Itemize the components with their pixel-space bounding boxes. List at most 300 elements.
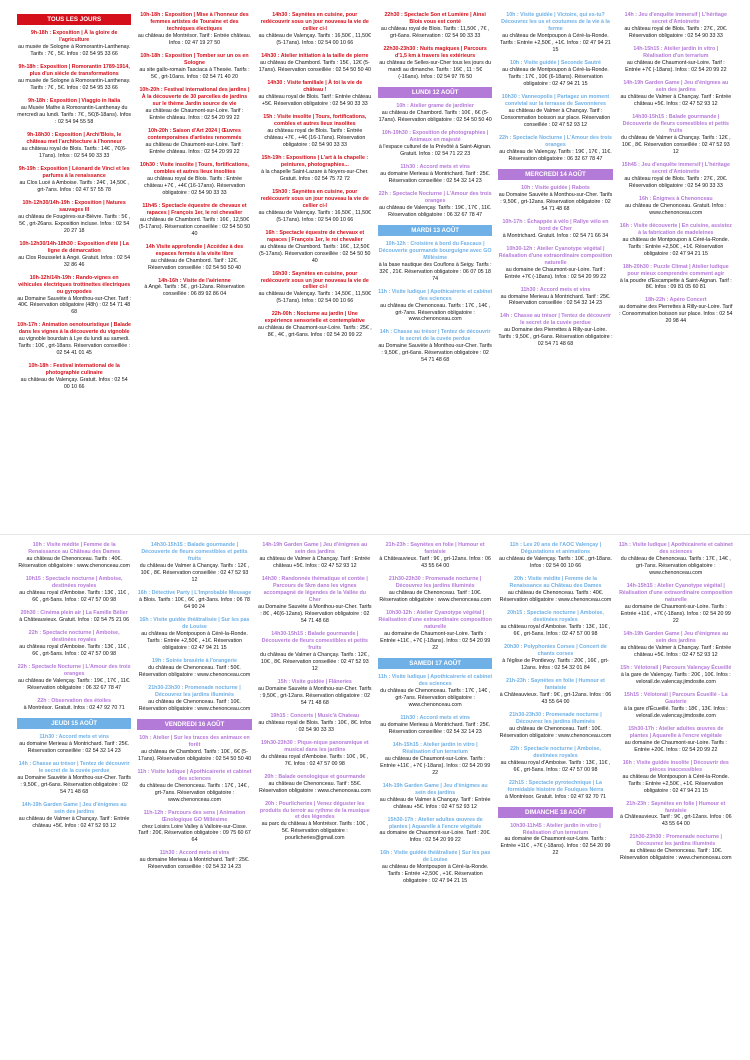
event-entry (137, 769, 251, 804)
event-title: 14h Visite approfondie | Accédez à des espaces fermés à la visite libre (145, 243, 244, 257)
event-details: au château de Chaumont-sur-Loire. Tarif : Entrée château. Infos : 02 54 20 99 22 (145, 107, 244, 121)
event-entry (378, 241, 492, 283)
event-details: au château de Chaumont-sur-Loire. Tarifs : Entrée +11€ , +7€ (-18ans). Infos : 02 54 20 99 22 (380, 755, 491, 776)
event-details: au château de Valmer à Chançay. Tarif : Entrée château +5€. Infos : 02 47 52 93 12 (620, 93, 732, 107)
event-details: au château de Chenonceau. Tarif : 10€. Réservation obligatoire : www.chenonceau.com (379, 589, 491, 603)
event-details: au château de Chenonceau. Tarifs : 40€. Réservation obligatoire : www.chenonceau.com (18, 555, 130, 569)
event-entry (258, 713, 372, 734)
event-details: au château royal de Blois. Tarifs : Entrée château +7€ , +4€ (16-17ans). Réservation obligatoire : 02 54 90 33 33 (143, 175, 245, 196)
event-entry (17, 275, 131, 317)
event-details: au Domaine Sauvète à Monthou-sur-Cher. Tarifs : 9,50€ , grt-12ans. Réservation obligatoire : 02 54 71 48 68 (258, 685, 372, 706)
event-entry (378, 742, 492, 777)
event-details: du château royal d'Amboise. Tarifs : 10€ , 9€ , 7€. Infos : 02 47 57 00 98 (261, 753, 369, 767)
event-entry (619, 631, 733, 659)
event-details: à l'espace culturel de la Prévôté à Saint-Aignan. Gratuit. Infos : 02 54 71 22 23 (378, 143, 492, 157)
event-details: à la chapelle Saint-Lazare à Noyers-sur-Cher. Gratuit. Infos : 02 54 75 72 72 (261, 168, 369, 182)
event-title: 14h-19h Garden Game | Jeu d'énigmes au sein des jardins (382, 782, 488, 796)
event-title: 16h30 : Saynètes en cuisine, pour redécouvrir sous un jour nouveau la vie de cellier ci-l (260, 270, 369, 291)
event-title: 22h30-23h30 : Nuits magiques | Parcours d'1,5 km à travers les extérieurs (383, 45, 487, 59)
event-entry (619, 223, 733, 258)
event-entry (137, 590, 251, 611)
event-title: 14h-15h15 : Atelier jardin in vitro | Réalisation d'un terrarium (392, 741, 478, 755)
event-details: au château de Chambord. Tarif : 12€. Réservation conseillée : 02 54 50 50 40 (147, 257, 242, 271)
event-entry (258, 230, 372, 265)
event-title: 10h : Visite guidée | Rabots (521, 184, 590, 191)
event-title: 22h-00h : Nocturne au jardin | Une expérience sensorielle et contemplative (264, 311, 365, 325)
event-title: 15h30-17h : Atelier adultes œuvres de plantes | Aquarelle à l'encre végétale (628, 725, 724, 739)
day-header: MARDI 13 AOÛT (378, 225, 492, 236)
event-entry (137, 12, 251, 47)
event-entry (17, 322, 131, 357)
event-details: à Angé. Tarifs : 5€ , grt-12ans. Réservation conseillée : 06 89 92 86 04 (144, 284, 245, 298)
event-title: 20h30 : Polyphonies Corses | Concert de chants corses (504, 643, 607, 657)
event-title: 21h-23h : Saynètes en folie | Humour et fantaisie (626, 800, 726, 814)
event-details: au château de Montpoupon à Céré-la-Ronde. Tarifs : Entrée +2,50€ , +1€. Infos : 02 47 94 21 15 (500, 32, 611, 53)
event-title: 14h : Chasse au trésor | Tentez de découvrir le secret de la cuvée perdue (500, 313, 611, 327)
event-details: au château de Chenonceau. Tarif : 10€. Réservation obligatoire : www.chenonceau.com (620, 848, 732, 862)
agenda-column (14, 12, 134, 527)
event-details: du château de Valmer à Chançay. Tarifs : 12€ , 10€ , 8€. Réservation conseillée : 02 47 52 93 12 (260, 651, 370, 672)
event-title: 22h : Observation des étoiles (37, 697, 111, 704)
event-details: au château de Valençay. Tarifs : 16,50€ , 11,50€ (5-17ans). Infos : 02 54 00 10 66 (258, 32, 372, 46)
agenda-column (255, 12, 375, 527)
event-details: au château royal d'Amboise. Tarifs : 13€ , 11€ , 6€ , grt-5ans. Infos : 02 47 57 00 98 (19, 643, 130, 657)
event-details: au Clos Rousselet à Angé. Gratuit. Infos : 02 54 32 86 46 (18, 254, 131, 268)
event-title: 11h : Visite ludique | Apothicairerie et cabinet des sciences (618, 542, 733, 555)
event-title: 14h30 : Atelier initiation à la taille de pierre (261, 52, 369, 59)
event-title: 9h-18h : Exposition | À la gloire de l'agriculture (30, 30, 118, 43)
event-details: à la gare d'Écueillé. Tarifs : 18€ , 13€. Infos : velorail.de.valencay.jimdosite.com (623, 705, 728, 719)
event-entry (619, 583, 733, 625)
event-title: 14h-15h15 : Atelier jardin in vitro | Réalisation d'un terrarium (633, 45, 719, 59)
event-details: au château de Valençay. Tarifs : 14,50€ , 11,50€ (5-17ans). Infos : 02 54 00 10 66 (258, 291, 372, 305)
event-entry (17, 64, 131, 92)
event-entry (258, 155, 372, 183)
event-title: 11h : Les 20 ans de l'AOC Valençay | Dégustations et animations (509, 542, 602, 555)
event-details: au château de Montrésor. Tarif : Entrée château. Infos : 02 47 19 27 50 (137, 32, 252, 46)
event-details: au domaine de Chaumont-sur-Loire. Tarif : 20€. Infos : 02 54 20 99 22 (379, 830, 491, 844)
event-title: 21h30-23h30 : Promenade nocturne | Découvrez les jardins illuminés (629, 834, 723, 848)
event-title: 10h-20h : Saison d'Art 2024 | Œuvres contemporaines d'artistes renommés (147, 127, 242, 141)
event-details: au château de Chenonceau. Tarif : 10€. Réservation obligatoire : www.chenonceau.com (138, 698, 251, 712)
event-details: au domaine des Pierrettes à Rilly-sur-Loire. Tarif : Consommation boisson sur place. Infos : 02 54 20 98 44 (619, 304, 733, 325)
event-title: 21h30-23h30 : Promenade nocturne | Découvrez les jardins illuminés (148, 684, 241, 698)
event-details: au château de Chambord. Tarifs : 16€ , 12,50€ (5-17ans). Réservation conseillée : 02 54 50 50 40 (138, 216, 251, 237)
event-entry (619, 12, 733, 40)
event-entry (619, 162, 733, 190)
event-entry (619, 80, 733, 108)
event-title: 10h-12h30/14h-18h30 : Exposition d'été | La ligne de démarcation (19, 240, 129, 254)
event-entry (619, 114, 733, 156)
event-details: au Domaine Sauvète à Monthou-sur-Cher. Tarifs : 9,50€ , grt-6ans. Réservation obligatoire : 02 54 71 48 68 (378, 343, 492, 364)
event-title: 22h : Spectacle Nocturne | L'Amour des trois oranges (378, 190, 492, 204)
event-entry (619, 665, 733, 686)
event-entry (498, 712, 612, 740)
event-details: à Montrichard. Gratuit. Infos : 02 54 71 66 34 (502, 232, 609, 239)
event-entry (258, 631, 372, 673)
event-title: 10h30-11h45 : Atelier jardin in vitro | Réalisation d'un terrarium (510, 822, 601, 836)
event-entry (378, 715, 492, 736)
event-entry (17, 802, 131, 830)
event-entry (498, 746, 612, 774)
event-entry (137, 53, 251, 81)
event-details: au château de Valençay. Tarifs : 19€ , 17€ , 11€. Réservation obligatoire : 06 32 67 78 47 (378, 204, 492, 218)
event-title: 22h15 : Spectacle pyrotechnique | La formidable histoire de Foulques Nerra (507, 779, 604, 793)
event-details: au château de Montpoupon à Céré-la-Ronde. Tarifs : 17€ , 10€ (6-18ans). Réservation obligatoire : 02 47 94 21 15 (502, 66, 609, 87)
event-entry (619, 834, 733, 862)
event-title: 15h-19h : Expositions | L'art à la chapelle : peintures, photographies... (261, 154, 369, 168)
event-title: 10h-18h : Exposition | Mise à l'honneur des femmes artistes de Touraine et des techniques électiques (140, 12, 249, 32)
event-details: au Domaine Sauvète à Monthou-sur-Cher. Tarifs : 9,50€ , grt-6ans. Réservation obligatoire : 02 54 71 48 68 (17, 774, 131, 795)
event-title: 10h-17h : Échappée à vélo | Rallye vélo en bord de Cher (502, 218, 609, 232)
event-details: du château de Valmer à Chançay. Tarifs : 12€ , 10€ , 8€. Réservation conseillée : 02 47 52 93 12 (621, 134, 731, 155)
day-header: TOUS LES JOURS (17, 14, 131, 25)
event-details: au château royal de Blois. Tarif : Entrée château +5€. Réservation obligatoire : 02 54 90 33 33 (258, 93, 372, 107)
event-entry (498, 576, 612, 604)
event-title: 11h30 : Accord mets et vins (400, 163, 470, 170)
event-entry (17, 241, 131, 269)
event-title: 22h : Spectacle Nocturne | L'Amour des trois oranges (499, 134, 612, 148)
event-title: 14h30 : Visite familiale | À toi la vie de château ! (267, 79, 363, 93)
event-entry (137, 735, 251, 763)
event-title: 11h : Visite ludique | Apothicairerie et cabinet des sciences (378, 288, 493, 302)
event-entry (619, 542, 733, 577)
event-details: au château de Chenonceau. Tarif : 55€. Réservation obligatoire : www.chenonceau.com (259, 780, 371, 794)
event-entry (17, 132, 131, 160)
event-entry (619, 692, 733, 720)
event-details: au château de Valençay. Tarifs : 19€ , 17€ , 11€. Réservation obligatoire : 06 32 67 78 47 (499, 148, 612, 162)
event-entry (619, 196, 733, 217)
event-details: au domaine de Chaumont-sur-Loire. Tarif : Entrée +7€ (-18ans). Infos : 02 54 20 99 22 (504, 266, 607, 280)
event-entry (378, 850, 492, 885)
event-entry (17, 576, 131, 604)
agenda-column (134, 12, 254, 527)
event-entry (378, 46, 492, 81)
event-title: 11h30 : Accord mets et vins (400, 714, 470, 721)
event-entry (17, 166, 131, 194)
event-title: 10h : Visite guidée | Seconde Sautré (510, 59, 601, 66)
event-entry (17, 734, 131, 755)
event-title: 10h-12h30/14h-19h : Exposition | Natures sauvages III (22, 199, 126, 213)
event-entry (258, 53, 372, 74)
event-details: au château de Chaumont-sur-Loire. Tarif : Entrée +7€ (-18ans). Infos : 02 54 20 99 22 (625, 59, 727, 73)
event-entry (498, 823, 612, 858)
event-title: 20h : Pourlicheries | Venez déguster les produits du terroir au rythme de la musique et des légendes (259, 800, 370, 821)
event-details: au château de Valençay. Tarifs : 19€ , 17€ , 11€. Réservation obligatoire : 06 32 67 78 47 (17, 677, 131, 691)
event-entry (258, 740, 372, 768)
event-entry (378, 191, 492, 219)
day-header: JEUDI 15 AOÛT (17, 718, 131, 729)
agenda-columns-bottom (14, 542, 736, 1052)
event-title: 9h-18h30 : Exposition | Archi'Blois, le château met l'architecture à l'honneur (26, 131, 122, 145)
event-details: au château de Chambord. Tarifs : 16€ , 12,50€ (5-17ans). Réservation conseillée : 02 54 50 50 40 (259, 243, 371, 264)
event-details: à la base nautique des Couflons à Seigy. Tarifs : 32€ , 21€. Réservation obligatoire : 06 07 05 18 74 (378, 261, 492, 282)
event-details: au château de Chambord. Tarifs : 10€ , 6€ (5-17ans). Réservation obligatoire : 02 54 50 50 40 (137, 748, 252, 762)
agenda-column (375, 12, 495, 527)
event-details: au château royal de Blois. Tarifs : 10€ , 8€. Infos : 02 54 90 33 33 (258, 719, 372, 733)
agenda-column (616, 542, 736, 1052)
event-entry (137, 278, 251, 299)
event-entry (258, 311, 372, 339)
event-details: au château de Chambord. Tarifs : 10€ , 6€ (5-17ans). Réservation obligatoire : 02 54 50 50 40 (378, 109, 492, 123)
event-entry (619, 801, 733, 829)
event-entry (378, 103, 492, 124)
event-details: à la poudre d'Escampette à Saint-Aignan. Tarif : 8€. Infos : 09 81 05 60 81 (619, 277, 732, 291)
event-title: 21h-23h : Saynètes en folie | Humour et fantaisie (385, 542, 485, 555)
event-title: 15h30-17h : Atelier adultes œuvres de plantes | Aquarelle à l'encre végétale (387, 816, 483, 830)
event-title: 14h-19h Garden Game | Jeu d'énigmes au sein des jardins (262, 542, 368, 555)
event-title: 10h15 : Spectacle nocturne | Amboise, destinées royales (25, 575, 123, 589)
event-entry (498, 246, 612, 281)
event-title: 10h-17h : Animation oenotouristique | Balade dans les vignes à la découverte du vignoble (17, 322, 132, 336)
event-title: 10h-19h30 : Exposition de photographies | Animaux en majesté (381, 129, 489, 143)
event-title: 15h : Vélotorail | Parcours Valençay Écueillé (620, 664, 732, 671)
event-details: au domaine de Chaumont-sur-Loire. Tarifs : Entrée +20€. Infos : 02 54 20 99 22 (624, 739, 727, 753)
event-title: 14h-16h : Visite de l'aérienne (158, 277, 231, 284)
event-entry (498, 610, 612, 638)
event-title: 11h30 : Accord mets et vins (39, 733, 109, 740)
event-entry (17, 542, 131, 570)
event-title: 11h : Visite ludique | Apothicairerie et cabinet des sciences (137, 768, 252, 782)
event-entry (258, 542, 372, 570)
event-title: 16h : Visite découverte | En cuisine, assistez à la fabrication de madeleines (619, 222, 732, 236)
event-details: au château royal d'Amboise. Tarifs : 13€ , 11€ , 6€ , grt-5ans. Infos : 02 47 57 00 98 (19, 589, 130, 603)
event-entry (619, 297, 733, 325)
event-title: 11h-12h : Parcours des sens | Animation Œnologique GO Millésime (143, 809, 246, 823)
event-entry (137, 87, 251, 122)
event-title: 14h30-15h15 : Balade gourmande | Découverte de fleurs comestibles et petits fruits (141, 542, 248, 562)
event-entry (137, 685, 251, 713)
event-title: 14h30-15h15 : Balade gourmande | Découverte de fleurs comestibles et petits fruits (622, 113, 729, 134)
event-details: au Domaine Sauvète à Monthou-sur-Cher. Tarif : 40€. Réservation obligatoire (48h) : 02 54 71 48 68 (17, 295, 132, 316)
agenda-column (255, 542, 375, 1052)
event-details: au domaine Merieau à Montrichard. Tarif : 25€. Réservation conseillée : 02 54 32 14 23 (380, 721, 491, 735)
event-title: 14h : Chasse au trésor | Tentez de découvrir le secret de la cuvée perdue (379, 329, 491, 343)
event-details: au château de Chenonceau. Tarifs : 17€ , 14€ , grt-7ans. Réservation obligatoire : www.chenonceau.com (380, 302, 491, 323)
event-details: au Domaine Sauvète à Monthou-sur-Cher. Tarifs : 8€ , 4€(6-12ans). Réservation obligatoire : 02 54 71 48 68 (258, 603, 372, 624)
event-details: du château de Chenonceau. Tarifs : 17€ , 14€ , grt-7ans. Réservation obligatoire : www.chenonceau.com (139, 782, 250, 803)
event-title: 16h : Spectacle équestre de chevaux et rapaces | François 1er, le roi chevalier (265, 229, 365, 243)
event-entry (258, 80, 372, 108)
event-entry (378, 542, 492, 570)
agenda-column (375, 542, 495, 1052)
event-title: 15h : Visite guidée | Flâneries (277, 678, 352, 685)
event-entry (137, 162, 251, 197)
event-title: 10h-20h : Festival international des jardins | À la découverte de 30 parcelles de jardins sur le thème Jardin source de vie (139, 86, 250, 107)
event-title: 15h30 : Saynètes en cuisine, pour redécouvrir sous un jour nouveau la vie de cellier ci-l (260, 188, 369, 209)
agenda-page-bottom (14, 542, 736, 1052)
event-title: 22h : Spectacle nocturne | Amboise, destinées royales (510, 745, 601, 759)
event-title: 10h-18h : Festival international de la photographie culinaire (28, 363, 120, 377)
event-title: 16h : Visite guidée insolite | Découvrir des pièces inaccessibles (622, 759, 729, 773)
event-title: 15h45 : Jeu d'enquête immersif | L'héritage secret d'Antoinette (621, 161, 730, 175)
event-details: du château de Chenonceau. Tarifs : 17€ , 14€ , grt-7ans. Réservation obligatoire : www.chenonceau.com (620, 555, 731, 576)
event-title: 10h : Visite guidée | Victoire, qui es-tu? Découvrez les us et coutumes de la vie à la ferme (501, 12, 610, 32)
event-details: au château royal de Blois. Tarifs : 27€ , 20€. Réservation obligatoire : 02 54 90 33 33 (624, 175, 728, 189)
day-header: VENDREDI 16 AOÛT (137, 719, 251, 730)
event-entry (258, 114, 372, 149)
event-details: au Clos Lucé à Amboise. Tarifs : 24€ , 14,50€ , grt-7ans. Infos : 02 47 57 55 78 (19, 179, 129, 193)
event-entry (17, 363, 131, 391)
event-title: 14h30 : Saynètes en cuisine, pour redécouvrir sous un jour nouveau la vie de cellier ci-l (260, 12, 369, 32)
event-entry (17, 98, 131, 126)
event-title: 21h30-23h30 : Promenade nocturne | Découvrez les jardins illuminés (388, 575, 482, 589)
event-entry (17, 200, 131, 235)
event-entry (619, 46, 733, 74)
event-entry (378, 164, 492, 185)
event-details: au domaine de Chaumont-sur-Loire. Tarifs : Entrée +11€ , +7€ (-18ans). Infos : 02 54 20 99 22 (620, 603, 731, 624)
event-title: 22h30 : Spectacle Son et Lumière | Ainsi Blois vous est conté (384, 12, 486, 25)
agenda-column (14, 542, 134, 1052)
event-title: 16h : Énigmes à Chenonceau (639, 195, 713, 202)
event-title: 16h : Visite guidée théâtralisée | Sur les pas de Louise (139, 616, 250, 630)
event-entry (378, 12, 492, 40)
event-entry (498, 94, 612, 129)
event-details: au domaine Merieau à Montrichard. Tarif : 25€. Réservation conseillée : 02 54 32 14 23 (139, 857, 250, 871)
event-entry (258, 12, 372, 47)
event-details: au château de Chenonceau. Tarif : 10€. Réservation obligatoire : www.chenonceau.com (499, 725, 612, 739)
event-entry (619, 760, 733, 795)
event-entry (619, 264, 733, 292)
event-details: à Châteauvieux. Tarif : 9€ , grt-12ans. Infos : 06 43 55 64 00 (499, 691, 612, 705)
event-entry (258, 576, 372, 625)
event-details: au château de Valmer à Chançay. Tarif : Entrée château +5€. Infos : 02 47 52 93 12 (379, 796, 491, 810)
event-details: au château de Selles-sur-Cher tous les jours du mardi au dimanche. Tarifs : 16€ , 11 : 5€ (-16ans). Infos : 02 54 97 76 50 (379, 59, 492, 80)
event-details: au Musée Mathe à Romorantin-Lanthenay du mercredi au lundi. Tarifs : 7€ , 5€(8-18ans). Infos : 02 54 94 55 58 (17, 104, 132, 125)
event-title: 15h15 : Vélotorail | Parcours Écueillé - La Gauterie (623, 691, 728, 705)
event-title: 19h15 : Concerts | Music'à Chateau (270, 712, 360, 719)
day-header: DIMANCHE 18 AOÛT (498, 807, 612, 818)
event-details: à l'église de Pontlevoy. Tarifs : 20€ , 16€ , grt-12ans. Infos : 02 54 32 01 84 (502, 657, 609, 671)
event-entry (498, 287, 612, 308)
event-entry (498, 60, 612, 88)
event-title: 21h-23h : Saynètes en folie | Humour et fantaisie (506, 677, 605, 691)
event-details: au château de Valmer à Chançay. Tarif : Consommation boisson sur place. Réservation conseillée : 02 47 52 93 12 (500, 107, 611, 128)
event-entry (137, 128, 251, 156)
event-details: au domaine de Chaumont-sur-Loire. Tarifs : Entrée +11€ , +7€ (-18ans). Infos : 02 54 20 99 22 (500, 836, 611, 857)
event-entry (498, 313, 612, 348)
event-entry (17, 698, 131, 712)
event-title: 10h-12h : Croisière à bord du Fascaux | Découverte gourmande bourguigne avec GO Millésime (378, 240, 492, 261)
event-details: au château de Montpoupon à Céré-la-Ronde. Tarifs : Entrée +2,50€ , +1€. Réservation obligatoire : 02 47 94 21 15 (381, 864, 489, 885)
event-title: 11h30 : Accord mets et vins (520, 286, 591, 293)
event-details: au parc du château à Montrésor. Tarifs : 10€ , 5€. Réservation obligatoire : pourlicheries@gmail.com (261, 821, 369, 842)
event-title: 22h : Spectacle nocturne | Amboise, destinées royales (28, 629, 120, 643)
event-title: 16h : Visite guidée théâtralisée | Sur les pas de Louise (380, 850, 491, 864)
event-details: au château de Chambord. Tarifs : 15€ , 12€ (5-17ans). Réservation conseillée : 02 54 50 50 40 (258, 59, 371, 73)
event-details: à Montrésor. Gratuit. Infos : 02 47 92 70 71 (504, 793, 606, 800)
event-title: 14h : Chasse au trésor | Tentez de découvrir le secret de la cuvée perdue (18, 760, 130, 774)
event-entry (498, 542, 612, 570)
event-details: au site gallo-romain Tasciaca à Thesée. Tarifs : 5€ , grt-10ans. Infos : 02 54 71 40 20 (139, 66, 250, 80)
event-title: 18h-22h : Apéro Concert (645, 297, 707, 304)
event-entry (378, 817, 492, 845)
event-title: 10h-18h : Exposition | Tomber sur un os en Sologne (140, 52, 249, 66)
event-details: au château de Valmer à Chançay. Tarif : Entrée château +5€. Infos : 02 47 52 93 12 (18, 815, 130, 829)
day-header: LUNDI 12 AOÛT (378, 87, 492, 98)
agenda-column (134, 542, 254, 1052)
event-details: au vignoble bourdain à Lye du lundi au samedi. Tarifs : 10€ , grt-18ans. Réservation conseillée : 02 54 41 01 45 (18, 336, 131, 357)
event-entry (498, 678, 612, 706)
event-entry (619, 726, 733, 754)
event-title: 11h30 : Accord mets et vins (159, 850, 230, 857)
event-title: 14h30-15h15 : Balade gourmande | Découverte de fleurs comestibles et petits fruits (261, 630, 368, 651)
event-details: à la gare de Valençay. Tarifs : 20€ , 10€. Infos : velorail.de.valencay.jimdosite.com (620, 671, 731, 685)
event-details: au château de Fougères-sur-Bièvre. Tarifs : 5€ , 5€ , grt-26ans. Exposition incluse. Infos : 02 54 20 27 18 (18, 213, 131, 234)
event-details: au château de Montpoupon à Céré-la-Ronde. Tarifs : Entrée +2,50€ , +1€. Réservation obligatoire : 02 47 94 21 15 (622, 236, 730, 257)
event-details: au château de Chenonceau. Tarifs : 40€. Réservation obligatoire : www.chenonceau.com (499, 589, 612, 603)
event-entry (498, 644, 612, 672)
event-details: à Châteauvieux. Tarif : 9€ , grt-12ans. Infos : 06 43 55 64 00 (379, 555, 491, 569)
event-details: au domaine de Chaumont-sur-Loire. Tarifs : Entrée +11€ , +7€ (-18ans). Infos : 02 54 20 99 22 (380, 630, 491, 651)
event-title: 20h : Visite médite | Femme de la Renaissance au Château des Dames (509, 575, 602, 589)
event-details: au château royal de Blois. Tarifs : Entrée château +7€ , +4€ (16-17ans). Réservation obligatoire : 02 54 90 33 33 (264, 127, 366, 148)
event-details: à Blois. Tarifs : 10€ , 6€ , grt-3ans. Infos : 06 78 64 90 24 (139, 596, 250, 610)
event-details: au château de Chaumont-sur-Loire. Tarif : Entrée château. Infos : 02 54 20 99 22 (145, 141, 244, 155)
event-entry (17, 610, 131, 624)
event-title: 18h-20h30 : Puzzle Climat | Atelier ludique pour mieux comprendre comment agir (622, 263, 729, 277)
event-details: à Châteauvieux. Tarif : 9€ , grt-12ans. Infos : 06 43 55 64 00 (620, 814, 732, 828)
event-title: 14h : Jeu d'enquête immersif | L'héritage secret d'Antoinette (624, 12, 727, 25)
event-entry (258, 271, 372, 306)
page-divider (0, 534, 750, 535)
event-details: au château de Valençay. Gratuit. Infos : 02 54 00 10 66 (20, 377, 128, 391)
event-entry (378, 674, 492, 709)
event-entry (137, 542, 251, 584)
event-details: au château de Montpoupon à Céré-la-Ronde. Tarifs : Entrée +2,50€ , +1€. Réservation obligatoire : 02 47 94 21 15 (622, 773, 730, 794)
event-title: 10h30 : Visite insolite | Tours, fortifications, combles et autres lieux insolites (139, 161, 249, 175)
event-entry (378, 289, 492, 324)
event-entry (498, 780, 612, 801)
event-details: à Châteauvieux. Gratuit. Infos : 02 54 75 21 06 (19, 616, 130, 623)
event-title: 14h-19h Garden Game | Jeu d'énigmes au sein des jardins (623, 630, 729, 644)
event-title: 10h-12h/14h-19h : Rando-vignes en véhicules électriques trottinettes électriques ou gyropodes (18, 274, 131, 295)
event-details: chez Loisirs Loire Valley à Valloire-sur-Cisse. Tarif : 20€. Réservation obligatoire : 09 75 60 67 64 (138, 823, 251, 844)
event-title: 20h : Balade oenologique et gourmande (264, 773, 366, 780)
event-title: 11h : Visite ludique | Apothicairerie et cabinet des sciences (378, 673, 493, 687)
event-entry (137, 658, 251, 679)
event-title: 9h-19h : Exposition | Léonard de Vinci et les parfums à la renaissance (18, 165, 130, 179)
event-title: 11h45 : Spectacle équestre de chevaux et rapaces | François 1er, le roi chevalier (142, 202, 247, 216)
event-details: du château de Chenonceau. Tarifs : 17€ , 14€ , grt-7ans. Réservation obligatoire : www.chenonceau.com (380, 687, 491, 708)
event-details: au domaine Merieau à Montrichard. Tarif : 25€. Réservation conseillée : 02 54 32 14 23 (380, 170, 491, 184)
event-details: au château de Valençay. Tarifs : 16,50€ , 11,50€ (5-17ans). Infos : 02 54 00 10 66 (258, 209, 372, 223)
event-entry (137, 203, 251, 238)
event-title: 10h : Atelier | Sur les traces des animaux en forêt (139, 734, 250, 748)
event-title: 14h-15h15 : Atelier Cyanotype végétal | Réalisation d'une extraordinaire composition naturelle (619, 582, 733, 603)
event-entry (137, 810, 251, 845)
event-entry (378, 130, 492, 158)
event-details: au musée de Sologne à Romorantin-Lanthenay. Tarifs : 7€ , 5€. Infos : 02 54 95 33 66 (17, 43, 131, 57)
event-entry (137, 244, 251, 272)
event-title: 19h30-23h30 : Pique-nique panoramique et musical dans les jardins (260, 739, 369, 753)
event-details: au château de Chenonceau. Gratuit. Infos : www.chenonceau.com (625, 202, 727, 216)
event-title: 10h30-12h : Atelier Cyanotype végétal | Réalisation d'une extraordinaire composition naturelle (498, 245, 613, 266)
event-entry (498, 219, 612, 240)
event-title: 14h30 : Randonnée thématique et contée | Parcours de 5km dans les vignes accompagné de légendes de la Vallée du Cher (261, 575, 368, 603)
agenda-page-top (14, 12, 736, 527)
event-entry (498, 12, 612, 54)
agenda-column (495, 542, 615, 1052)
event-details: au château royal de Blois. Tarifs : 14€ , 7€(6-17ans). Infos : 02 54 90 33 33 (21, 145, 127, 159)
agenda-columns-top (14, 12, 736, 527)
event-title: 10h : Visite médite | Femme de la Renaissance au Château des Dames (28, 542, 121, 555)
event-details: au domaine Merieau à Montrichard. Tarif : 25€. Réservation conseillée : 02 54 32 14 23 (19, 740, 130, 754)
event-details: au château de Chaumont-sur-Loire. Tarifs : 25€ , 8€ , 4€ , grt-6ans. Infos : 02 54 20 99 22 (257, 325, 372, 339)
event-details: au château royal de Blois. Tarifs : 11,50€ , 7€ , grt-6ans. Réservation : 02 54 90 33 33 (380, 25, 490, 39)
event-details: au château royal d'Amboise. Tarifs : 13€ , 11€ , 6€ , grt-5ans. Infos : 02 47 57 00 98 (500, 623, 611, 637)
event-entry (137, 850, 251, 871)
